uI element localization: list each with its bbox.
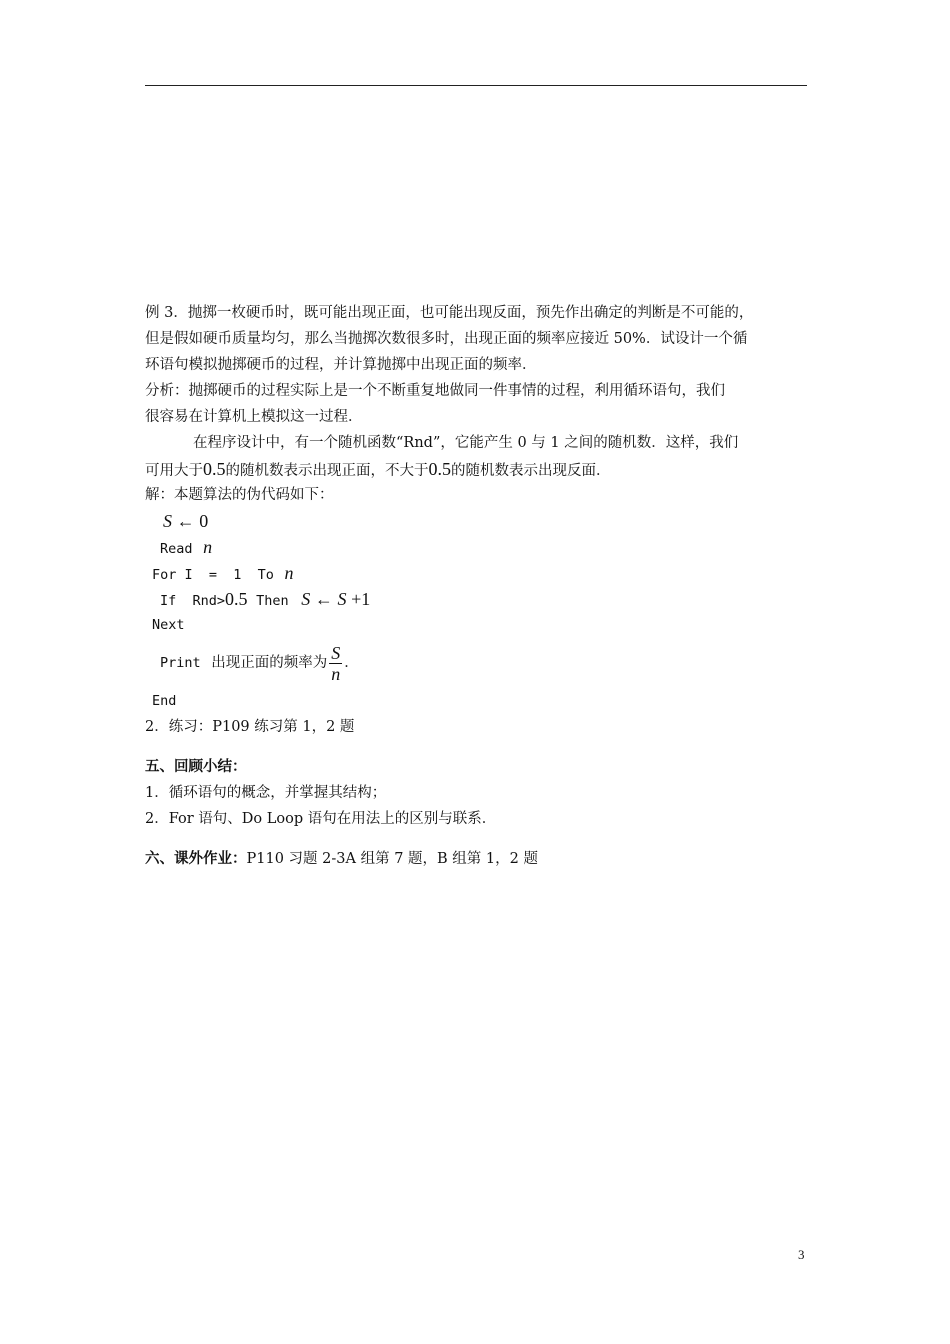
half-value: 0.5 [203,459,226,479]
code-line-end: End [152,693,177,709]
solution-intro: 解：本题算法的伪代码如下： [145,487,334,503]
homework-heading: 六、课外作业： [145,850,247,867]
code-line-read: Read n [160,537,213,557]
page-number: 3 [798,1247,805,1262]
code-line-if: If Rnd>0.5 Then S ← S +1 [160,589,371,609]
example-line-3: 环语句模拟抛掷硬币的过程，并计算抛掷中出现正面的频率． [145,357,537,373]
page-content [145,300,810,872]
analysis-para2-line-1: 在程序设计中，有一个随机函数“Rnd”，它能产生 0 与 1 之间的随机数．这样，我们 [193,435,739,451]
code-line-next: Next [152,617,185,633]
practice-line: 2．练习：P109 练习第 1，2 题 [145,719,355,735]
homework-line [145,846,810,872]
review-item-1: 1．循环语句的概念，并掌握其结构； [145,785,387,801]
code-line-assign: S ← 0 [163,511,209,531]
review-item-2: 2．For 语句、Do Loop 语句在用法上的区别与联系． [145,811,497,827]
frequency-fraction: $\frac{S}{n}$ [331,642,341,684]
analysis-para2-line-2: 可用大于0.5的随机数表示出现正面，不大于0.5的随机数表示出现反面． [145,459,611,479]
code-line-for: For I = 1 To n [152,563,294,583]
example-line-2: 但是假如硬币质量均匀，那么当抛掷次数很多时，出现正面的频率应接近 50%．试设计一个循 [145,331,748,347]
half-value: 0.5 [428,459,451,479]
analysis-line-2: 很容易在计算机上模拟这一过程． [145,409,363,425]
example-line-1: 例 3．抛掷一枚硬币时，既可能出现正面，也可能出现反面，预先作出确定的判断是不可能的， [145,305,754,321]
review-heading: 五、回顾小结： [145,758,247,775]
code-line-print: Print 出现正面的频率为 $\frac{S}{n}$ ． [160,642,359,684]
header-rule [145,85,807,86]
homework-text: P110 习题 2-3A 组第 7 题，B 组第 1，2 题 [246,851,538,867]
analysis-line-1: 分析：抛掷硬币的过程实际上是一个不断重复地做同一件事情的过程，利用循环语句，我们 [145,383,725,399]
